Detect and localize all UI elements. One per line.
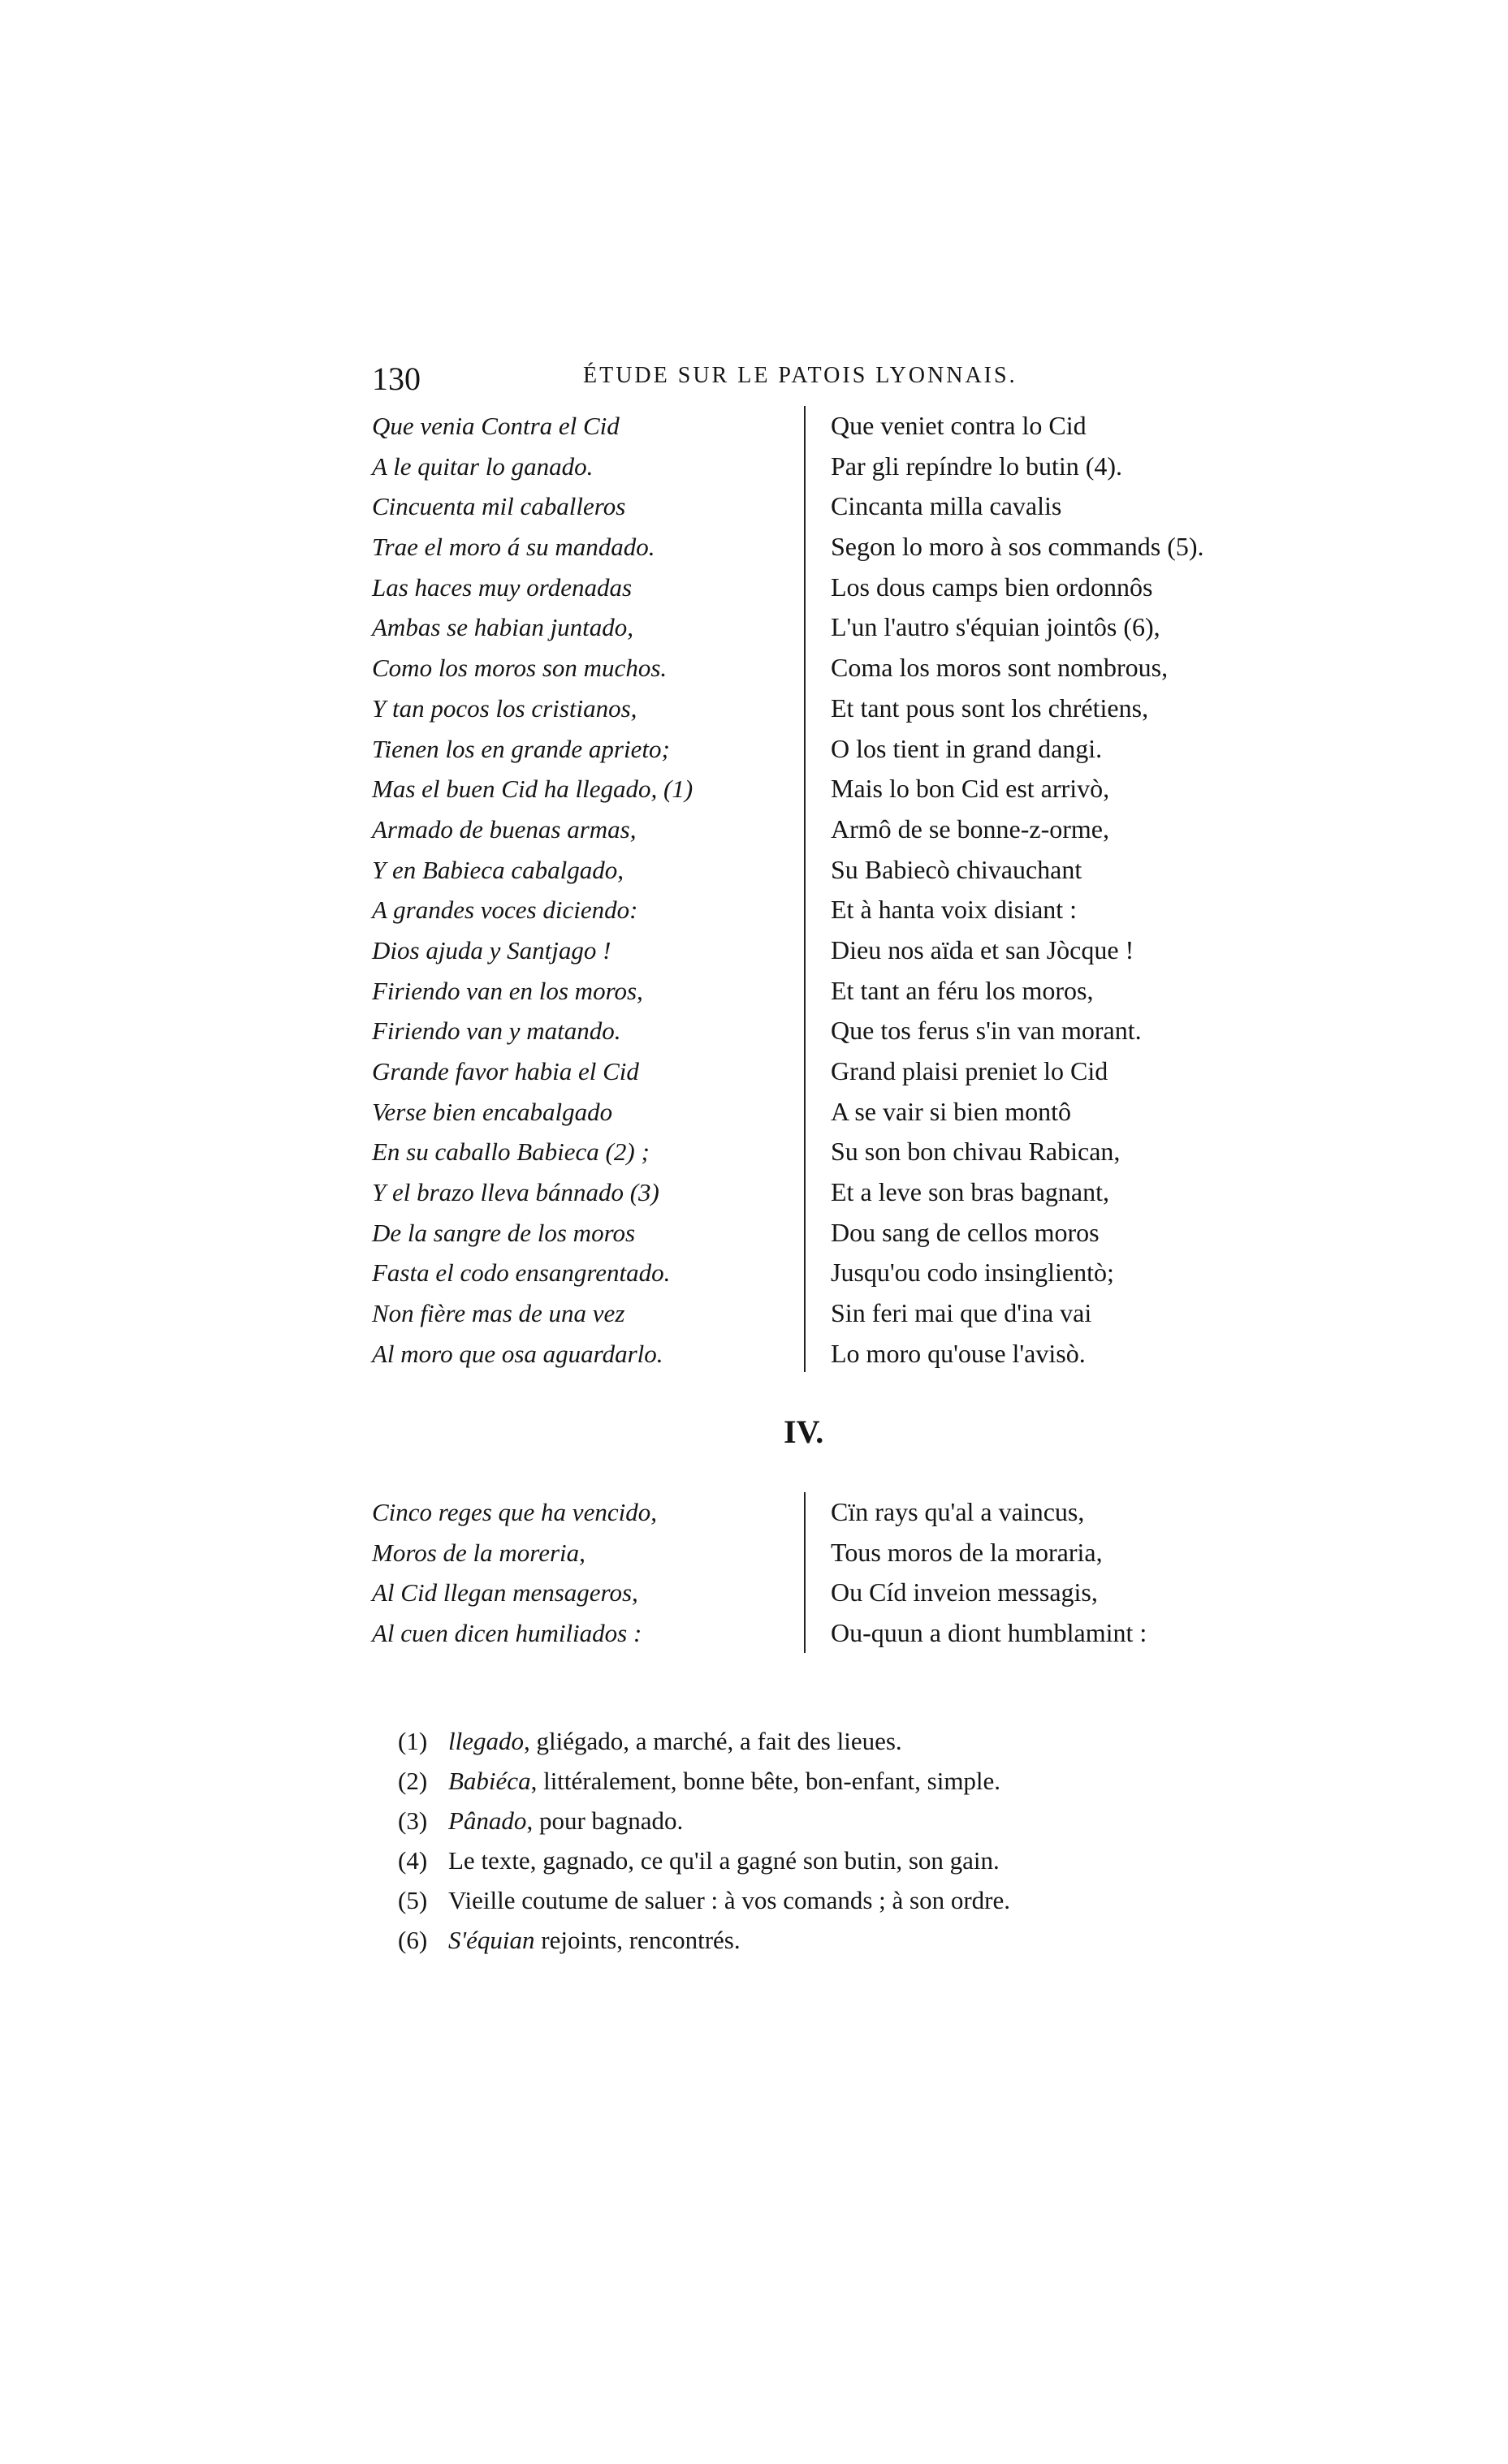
section-numeral: IV. [784, 1413, 824, 1450]
patois-verse-line: Que tos ferus s'in van morant. [831, 1016, 1142, 1046]
patois-column [831, 1492, 1285, 1654]
spanish-verse-line: Las haces muy ordenadas [372, 572, 633, 602]
stanza-2 [372, 1492, 1265, 1663]
spanish-verse-line: Al Cid llegan mensageros, [372, 1578, 638, 1607]
footnote [398, 1801, 1210, 1840]
patois-verse-line: Cïn rays qu'al a vaincus, [831, 1497, 1085, 1526]
patois-verse-line: Jusqu'ou codo insinglientò; [831, 1258, 1114, 1288]
spanish-verse-line: Dios ajuda y Santjago ! [372, 935, 611, 964]
spanish-verse-line: Trae el moro á su mandado. [372, 533, 655, 562]
patois-verse-line: Su son bon chivau Rabican, [831, 1137, 1121, 1167]
footnote [398, 1880, 1210, 1920]
patois-verse-line: Los dous camps bien ordonnôs [831, 572, 1153, 602]
footnote-number: (5) [398, 1886, 428, 1914]
spanish-verse-line: A grandes voces diciendo: [372, 895, 638, 925]
patois-verse-line: A se vair si bien montô [831, 1096, 1071, 1126]
spanish-column [372, 1492, 810, 1654]
patois-column [831, 406, 1285, 1374]
footnote-term: S'équian [448, 1926, 535, 1954]
footnote [398, 1840, 1210, 1880]
spanish-verse-line: Moros de la moreria, [372, 1538, 585, 1567]
column-divider [804, 1492, 806, 1653]
patois-verse-line: Par gli repíndre lo butin (4). [831, 451, 1123, 481]
footnote-text: Le texte, gagnado, ce qu'il a gagné son butin, son gain. [448, 1846, 1000, 1875]
spanish-verse-line: Verse bien encabalgado [372, 1097, 613, 1126]
running-title: ÉTUDE SUR LE PATOIS LYONNAIS. [583, 363, 1018, 388]
footnote-text: Vieille coutume de saluer : à vos comands ; à son ordre. [448, 1886, 1010, 1914]
spanish-verse-line: Mas el buen Cid ha llegado, (1) [372, 775, 694, 804]
patois-verse-line: Ou Cíd inveion messagis, [831, 1577, 1098, 1607]
footnote [398, 1721, 1210, 1761]
footnote-number: (3) [398, 1806, 428, 1835]
spanish-verse-line: Armado de buenas armas, [372, 814, 637, 844]
patois-verse-line: Et a leve son bras bagnant, [831, 1177, 1109, 1207]
patois-verse-line: Armô de se bonne-z-orme, [831, 813, 1109, 844]
footnote-number: (4) [398, 1846, 428, 1875]
spanish-verse-line: Al cuen dicen humiliados : [372, 1619, 642, 1648]
patois-verse-line: Et tant an féru los moros, [831, 975, 1094, 1005]
footnote [398, 1920, 1210, 1960]
spanish-verse-line: Y en Babieca cabalgado, [372, 855, 624, 884]
patois-verse-line: Lo moro qu'ouse l'avisò. [831, 1338, 1086, 1368]
spanish-verse-line: Al moro que osa aguardarlo. [372, 1339, 663, 1368]
spanish-verse-line: Non fière mas de una vez [372, 1299, 625, 1328]
column-divider [804, 406, 806, 1372]
footnote-text: , littéralement, bonne bête, bon-enfant, simple. [530, 1767, 1001, 1795]
patois-verse-line: L'un l'autro s'équian jointôs (6), [831, 612, 1160, 642]
patois-verse-line: Sin feri mai que d'ina vai [831, 1298, 1092, 1328]
stanza-1 [372, 406, 1265, 1380]
spanish-verse-line: Que venia Contra el Cid [372, 412, 620, 440]
spanish-verse-line: A le quitar lo ganado. [372, 451, 594, 481]
spanish-verse-line: Firiendo van y matando. [372, 1016, 621, 1046]
spanish-verse-line: Cinco reges que ha vencido, [372, 1498, 657, 1526]
patois-verse-line: Que veniet contra lo Cid [831, 411, 1087, 440]
footnote-term: llegado [448, 1727, 524, 1755]
spanish-verse-line: Firiendo van en los moros, [372, 976, 643, 1005]
spanish-verse-line: Y el brazo lleva bánnado (3) [372, 1178, 659, 1207]
footnote [398, 1761, 1210, 1801]
spanish-verse-line: Cincuenta mil caballeros [372, 492, 626, 521]
footnote-text: rejoints, rencontrés. [534, 1926, 741, 1954]
spanish-verse-line: De la sangre de los moros [372, 1218, 636, 1247]
patois-verse-line: Coma los moros sont nombrous, [831, 653, 1169, 683]
spanish-verse-line: En su caballo Babieca (2) ; [372, 1137, 650, 1167]
spanish-verse-line: Fasta el codo ensangrentado. [372, 1258, 671, 1288]
running-head [372, 360, 1184, 408]
page-number: 130 [372, 360, 421, 397]
footnotes [398, 1721, 1210, 1960]
footnote-term: Babiéca [448, 1767, 531, 1795]
patois-verse-line: Ou-quun a diont humblamint : [831, 1618, 1147, 1648]
patois-verse-line: Grand plaisi preniet lo Cid [831, 1056, 1108, 1085]
footnote-text: , gliégado, a marché, a fait des lieues. [524, 1727, 902, 1755]
footnote-text: , pour bagnado. [526, 1806, 684, 1835]
spanish-verse-line: Ambas se habian juntado, [372, 613, 634, 642]
patois-verse-line: Tous moros de la moraria, [831, 1537, 1103, 1567]
patois-verse-line: O los tient in grand dangi. [831, 733, 1103, 763]
footnote-number: (6) [398, 1926, 428, 1954]
spanish-verse-line: Tienen los en grande aprieto; [372, 734, 670, 763]
patois-verse-line: Cincanta milla cavalis [831, 491, 1062, 521]
patois-verse-line: Dou sang de cellos moros [831, 1217, 1100, 1247]
spanish-column [372, 406, 810, 1374]
footnote-term: Pânado [448, 1806, 527, 1835]
spanish-verse-line: Como los moros son muchos. [372, 654, 668, 683]
patois-verse-line: Su Babiecò chivauchant [831, 854, 1082, 884]
footnote-number: (1) [398, 1727, 428, 1755]
patois-verse-line: Segon lo moro à sos commands (5). [831, 532, 1204, 562]
patois-verse-line: Et à hanta voix disiant : [831, 895, 1078, 925]
patois-verse-line: Dieu nos aïda et san Jòcque ! [831, 934, 1134, 964]
patois-verse-line: Mais lo bon Cid est arrivò, [831, 774, 1110, 804]
patois-verse-line: Et tant pous sont los chrétiens, [831, 693, 1149, 723]
spanish-verse-line: Grande favor habia el Cid [372, 1057, 639, 1085]
spanish-verse-line: Y tan pocos los cristianos, [372, 693, 637, 723]
footnote-number: (2) [398, 1767, 428, 1795]
